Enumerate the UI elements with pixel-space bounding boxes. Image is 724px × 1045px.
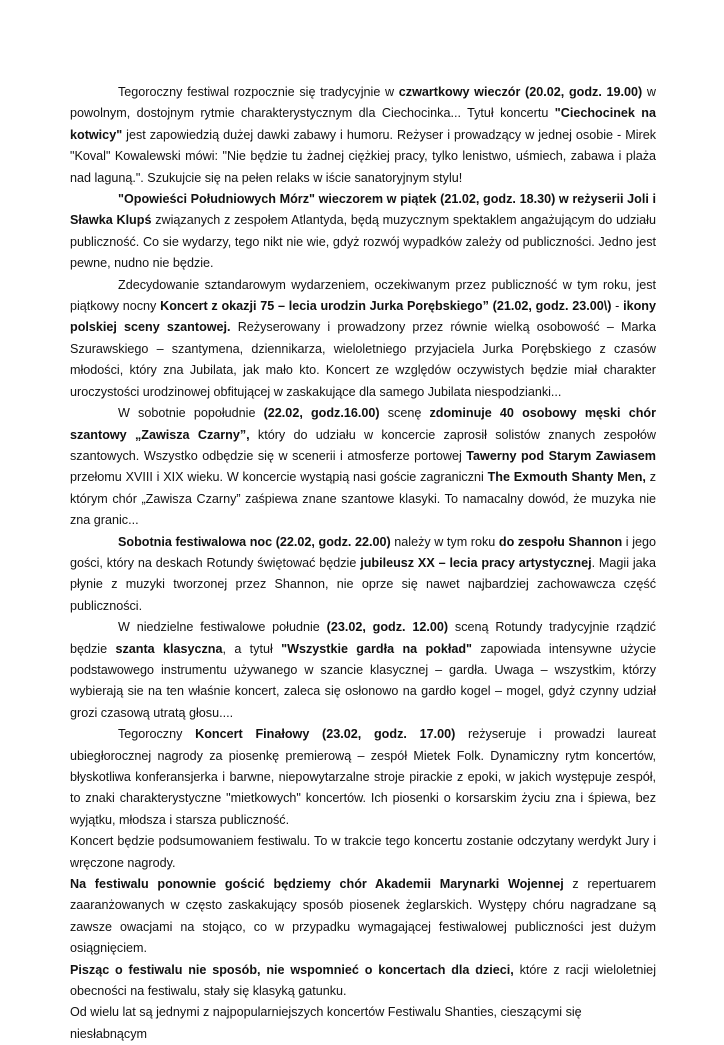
bold-text: jubileusz XX – lecia pracy artystycznej	[360, 555, 592, 570]
paragraph-1	[70, 82, 656, 189]
paragraph-6	[70, 617, 656, 724]
document-page	[70, 82, 656, 1045]
paragraph-5	[70, 532, 656, 618]
text-run: Zdecydowanie sztandarowym wydarzeniem, oczekiwanym przez publiczność w tym roku, jest piątkowy nocny	[70, 277, 656, 314]
text-run: z repertuarem zaaranżowanych w często zaskakujący sposób piosenek żeglarskich. Występy chóru nagradzane są zawsze owacjami na stojąco, co w przypadku wymagającej festiwalowej publiczności jest dużym osiągnięciem.	[70, 877, 656, 956]
bold-text: "Opowieści Południowych Mórz" wieczorem w piątek (21.02, godz. 18.30) w reżyserii Joli i Sławka Klupś	[70, 192, 656, 228]
text-run: scenę	[379, 406, 430, 421]
bold-text: Koncert Finałowy (23.02, godz. 17.00)	[195, 727, 456, 742]
text-run: Koncert będzie podsumowaniem festiwalu. To w trakcie tego koncertu zostanie odczytany werdykt Jury i wręczone nagrody.	[70, 834, 656, 870]
bold-text: Pisząc o festiwalu nie sposób, nie wspomnieć o koncertach dla dzieci,	[70, 962, 514, 977]
text-run: Tegoroczny	[118, 727, 196, 742]
text-run: które z racji wieloletniej obecności na festiwalu, stały się klasyką gatunku.	[70, 962, 656, 999]
bold-text: Sobotnia festiwalowa noc (22.02, godz. 22.00)	[118, 534, 391, 549]
text-run: jest zapowiedzią dużej dawki zabawy i humoru. Reżyser i prowadzący w jednej osobie - Mirek "Koval" Kowalewski mówi: "Nie będzie tu żadnej ciężkiej pracy, tylko lenistwo, uśmiech, zabawa i plaża nad laguną.". Szukujcie się na pełen relaks w iście sanatoryjnym stylu!	[70, 127, 656, 185]
bold-text: zdominuje 40 osobowy męski chór szantowy „Zawisza Czarny”,	[70, 406, 656, 442]
bold-text: Tawerny pod Starym Zawiasem	[466, 448, 657, 463]
text-run: związanych z zespołem Atlantyda, będą muzycznym spektaklem angażującym do udziału publiczność. Co sie wydarzy, tego nikt nie wie, gdyż rozwój wypadków zależy od publiczności. Jedno jest pewne, nudno nie będzie.	[70, 213, 656, 271]
bold-text: szanta klasyczna	[115, 641, 223, 656]
bold-text: czwartkowy wieczór (20.02, godz. 19.00)	[398, 85, 643, 99]
text-run: należy w tym roku	[390, 534, 499, 549]
text-run: , a tytuł	[222, 641, 282, 656]
bold-text: "Wszystkie gardła na pokład"	[281, 641, 473, 656]
text-run: Od wielu lat są jednymi z najpopularniejszych koncertów Festiwalu Shanties, cieszącymi się niesłabnącym	[70, 1005, 582, 1041]
paragraph-3	[70, 275, 656, 403]
text-run: i jego gości, który na deskach Rotundy świętować będzie	[70, 534, 657, 570]
paragraph-8	[70, 831, 656, 874]
text-run: -	[611, 299, 624, 314]
bold-text: "Ciechocinek na kotwicy"	[70, 106, 657, 142]
bold-text: (23.02, godz. 12.00)	[326, 620, 449, 635]
bold-text: ikony polskiej sceny szantowej.	[70, 299, 656, 335]
bold-text: do zespołu Shannon	[498, 534, 623, 549]
text-run: W niedzielne festiwalowe południe	[118, 620, 327, 635]
bold-text: The Exmouth Shanty Men,	[487, 470, 646, 485]
bold-text: Na festiwalu ponownie gościć będziemy chór Akademii Marynarki Wojennej	[70, 877, 564, 892]
paragraph-2	[70, 189, 656, 275]
paragraph-4	[70, 403, 656, 531]
text-run: . Magii jaka płynie z muzyki tworzonej przez Shannon, nie oprze się nawet najbardziej zachowawcza część publiczności.	[70, 555, 656, 613]
text-run: który do udziału w koncercie zaprosił solistów znanych zespołów szantowych. Wszystko odbędzie się w scenerii i atmosferze portowej	[70, 427, 656, 463]
text-run: w powolnym, dostojnym rytmie charakterystycznym dla Ciechocinka... Tytuł koncertu	[70, 85, 656, 121]
text-run: z którym chór „Zawisza Czarny” zaśpiewa znane szantowe klasyki. To namacalny dowód, że muzyka nie zna granic...	[70, 470, 656, 528]
paragraph-7	[70, 724, 656, 831]
text-run: sceną Rotundy tradycyjnie rządzić będzie	[70, 620, 656, 656]
text-run: W sobotnie popołudnie	[118, 406, 264, 421]
text-run: przełomu XVIII i XIX wieku. W koncercie wystąpią nasi goście zagraniczni	[70, 470, 488, 485]
text-run: reżyseruje i prowadzi laureat ubiegłorocznej nagrody za piosenkę premierową – zespół Mietek Folk. Dynamiczny rytm koncertów, błyskotliwa konferansjerka i barwne, niepowytarzalne stroje pirackie z epoki, w jakich występuje zespół, to znaki charakterystyczne "mietkowych" koncertów. Ich piosenki o korsarskim życiu zna i śpiewa, bez wyjątku, młodsza i starsza publiczność.	[70, 727, 656, 827]
paragraph-9	[70, 874, 656, 960]
text-run: Tegoroczny festiwal rozpocznie się tradycyjnie w	[118, 85, 399, 99]
bold-text: (22.02, godz.16.00)	[263, 406, 380, 421]
text-run: Reżyserowany i prowadzony przez równie wielką osobowość – Marka Szurawskiego – szantymena, dziennikarza, wieloletniego przyjaciela Jurka Porębskiego z czasów młodości, który zna Jubilata, jak mało kto. Koncert ze względów oczywistych będzie miał charakter uroczystości urodzinowej obfitującej w zaskakujące dla samego Jubilata niespodzianki...	[70, 320, 656, 399]
text-run: zapowiada intensywne użycie podstawowego instrumentu używanego w szancie klasycznej – gardła. Uwaga – wszystkim, którzy wybierają sie na ten właśnie koncert, zaleca się osłonowo na gardło kogel – mogel, gdyż czynny udział grozi czasową utratą głosu....	[70, 641, 656, 720]
paragraph-10	[70, 960, 656, 1003]
bold-text: Koncert z okazji 75 – lecia urodzin Jurka Porębskiego” (21.02, godz. 23.00\)	[160, 299, 612, 314]
